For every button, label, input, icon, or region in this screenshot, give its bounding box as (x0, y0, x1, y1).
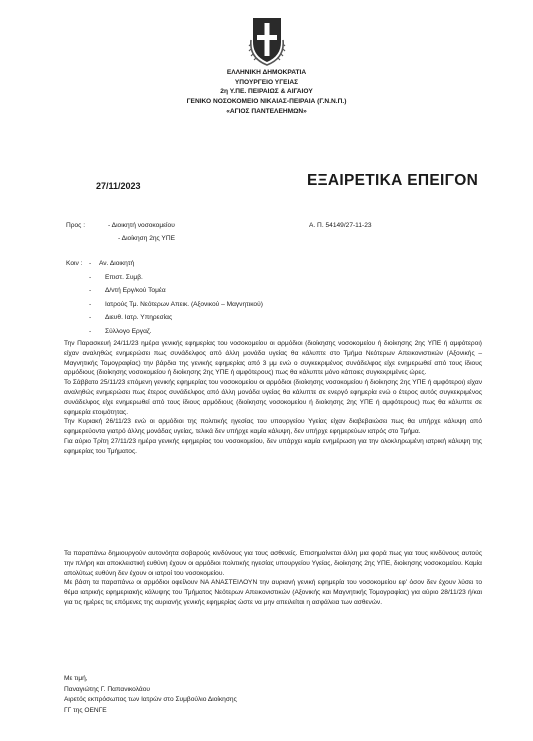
signature-line: Αιρετός εκπρόσωπος των Ιατρών στο Συμβούλιο Διοίκησης (64, 696, 237, 703)
signature-block (64, 674, 237, 716)
cc-list (89, 259, 263, 341)
recipient-item: - Διοικητή νοσοκομείου (108, 222, 175, 229)
recipients-label: Προς : (66, 222, 86, 229)
body-section-incidents (64, 339, 482, 457)
letterhead-line: «ΑΓΙΟΣ ΠΑΝΤΕΛΕΗΜΩΝ» (226, 107, 307, 115)
cc-item: - Επιστ. Συμβ. (89, 273, 143, 281)
cc-item: - Διευθ. Ιατρ. Υπηρεσίας (89, 314, 173, 322)
body-paragraph: Την Κυριακή 26/11/23 ενώ οι αρμόδιοι της πολιτικής ηγεσίας του υπουργείου Υγείας είχαν διαβεβαιώσει πως θα υπήρχε κάλυψη από εφημερεύοντα γιατρό άλλης μονάδας υγείας, τελικά δεν υπήρχε καμία κάλυψη, δεν υπήρχε εφημερεύων ιατρός στο Τμήμα. (64, 418, 482, 436)
signature-line: ΓΓ της ΟΕΝΓΕ (64, 706, 107, 714)
body-paragraph: Με βάση τα παραπάνω οι αρμόδιοι οφείλουν ΝΑ ΑΝΑΣΤΕΙΛΟΥΝ την αυριανή γενική εφημερία του νοσοκομείου εφ' όσον δεν έχουν λύσει το θέμα ιατρικής εφημεριακής κάλυψης του Τμήματος Νεότερων Απεικονιστικών (Αξονικής και Μαγνητικής Τομογραφίας) για αύριο 28/11/23 ή/και για τις ημέρες τις επόμενες της αυριανής γενικής εφημερίας ώστε να μην απειλείται η ασφάλεια των ασθενών. (64, 579, 482, 606)
cc-item: - Αν. Διοικητή (89, 260, 135, 267)
letterhead (0, 68, 533, 117)
protocol-number: Α. Π. 54149/27-11-23 (309, 222, 372, 229)
body-paragraph: Τα παραπάνω δημιουργούν αυτονόητα σοβαρούς κινδύνους για τους ασθενείς. Επισημαίνεται άλλη μια φορά πως για τους κινδύνους αυτούς την πλήρη και αποκλειστική ευθύνη έχουν οι αρμόδιοι πολιτικής ηγεσίας υπουργείου Υγείας, διοίκησης 2ης ΥΠΕ, διοίκησης νοσοκομείου. Καμία απολύτως ευθύνη δεν έχουν οι ιατροί του νοσοκομείου. (64, 550, 482, 577)
signature-line: Με τιμή, (64, 675, 88, 682)
signature-line: Παναγιώτης Γ. Παπανικολάου (64, 685, 150, 693)
body-paragraph: Την Παρασκευή 24/11/23 ημέρα γενικής εφημερίας του νοσοκομείου οι αρμόδιοι (διοίκησης νοσοκομείου ή διοίκησης 2ης ΥΠΕ ή αμφότεροι) είχαν αναληθώς ενημερώσει πως συνάδελφος από άλλη μονάδα υγείας θα κάλυπτε στο Τμήμα Νεότερων Απεικονιστικών (Αξονικής – Μαγνητικής Τομογραφίας) την βάρδια της γενικής εφημερίας από 3 μμ ενώ ο συγκεκριμένος συνάδελφος είχε ενημερωθεί από τους ίδιους αρμόδιους (διοίκησης νοσοκομείου ή διοίκησης 2ης ΥΠΕ ή αμφότερους) πως θα κάλυπτε μόνο κάποιες συγκεκριμένες ώρες. (64, 340, 482, 377)
urgency-heading: ΕΞΑΙΡΕΤΙΚΑ ΕΠΕΙΓΟΝ (307, 172, 479, 189)
body-section-demands (64, 549, 482, 608)
body-paragraph: Το Σάββατο 25/11/23 επόμενη γενικής εφημερίας του νοσοκομείου οι αρμόδιοι (διοίκησης νοσοκομείου ή διοίκησης 2ης ΥΠΕ ή αμφότεροι) είχαν αναληθώς ενημερώσει πως έτερος συνάδελφος από άλλη μονάδα υγείας θα κάλυπτε σε ενεργό εφημερία ενώ ο έτερος αυτός συγκεκριμένος συνάδελφος είχε ενημερωθεί από τους ίδιους αρμόδιους (διοίκησης νοσοκομείου ή διοίκησης 2ης ΥΠΕ ή αμφότερους) πως θα κάλυπτε σε εφημερία ετοιμότητας. (64, 379, 482, 416)
body-paragraph: Για αύριο Τρίτη 27/11/23 ημέρα γενικής εφημερίας του νοσοκομείου, δεν υπάρχει καμία ενημέρωση για την ολοκληρωμένη ιατρική κάλυψη της εφημερίας του Τμήματος. (64, 437, 482, 455)
cc-item: - Δ/ντή Εργ/κού Τομέα (89, 287, 166, 295)
cc-item: - Σύλλογο Εργαζ. (89, 327, 152, 335)
letterhead-line: 2η Υ.ΠΕ. ΠΕΙΡΑΙΩΣ & ΑΙΓΑΙΟΥ (220, 88, 313, 96)
recipient-item: - Διοίκηση 2ης ΥΠΕ (118, 235, 175, 242)
letterhead-line: ΓΕΝΙΚΟ ΝΟΣΟΚΟΜΕΙΟ ΝΙΚΑΙΑΣ-ΠΕΙΡΑΙΑ (Γ.Ν.Ν.Π.) (186, 98, 347, 106)
cc-item: - Ιατρούς Τμ. Νεότερων Απεικ. (Αξονικού – Μαγνητικού) (89, 300, 263, 308)
greek-state-emblem-icon (248, 14, 286, 66)
letterhead-line: ΕΛΛΗΝΙΚΗ ΔΗΜΟΚΡΑΤΙΑ (226, 69, 307, 76)
document-date: 27/11/2023 (96, 181, 141, 191)
letterhead-line: ΥΠΟΥΡΓΕΙΟ ΥΓΕΙΑΣ (234, 78, 299, 86)
cc-label: Κοιν : (66, 260, 83, 267)
